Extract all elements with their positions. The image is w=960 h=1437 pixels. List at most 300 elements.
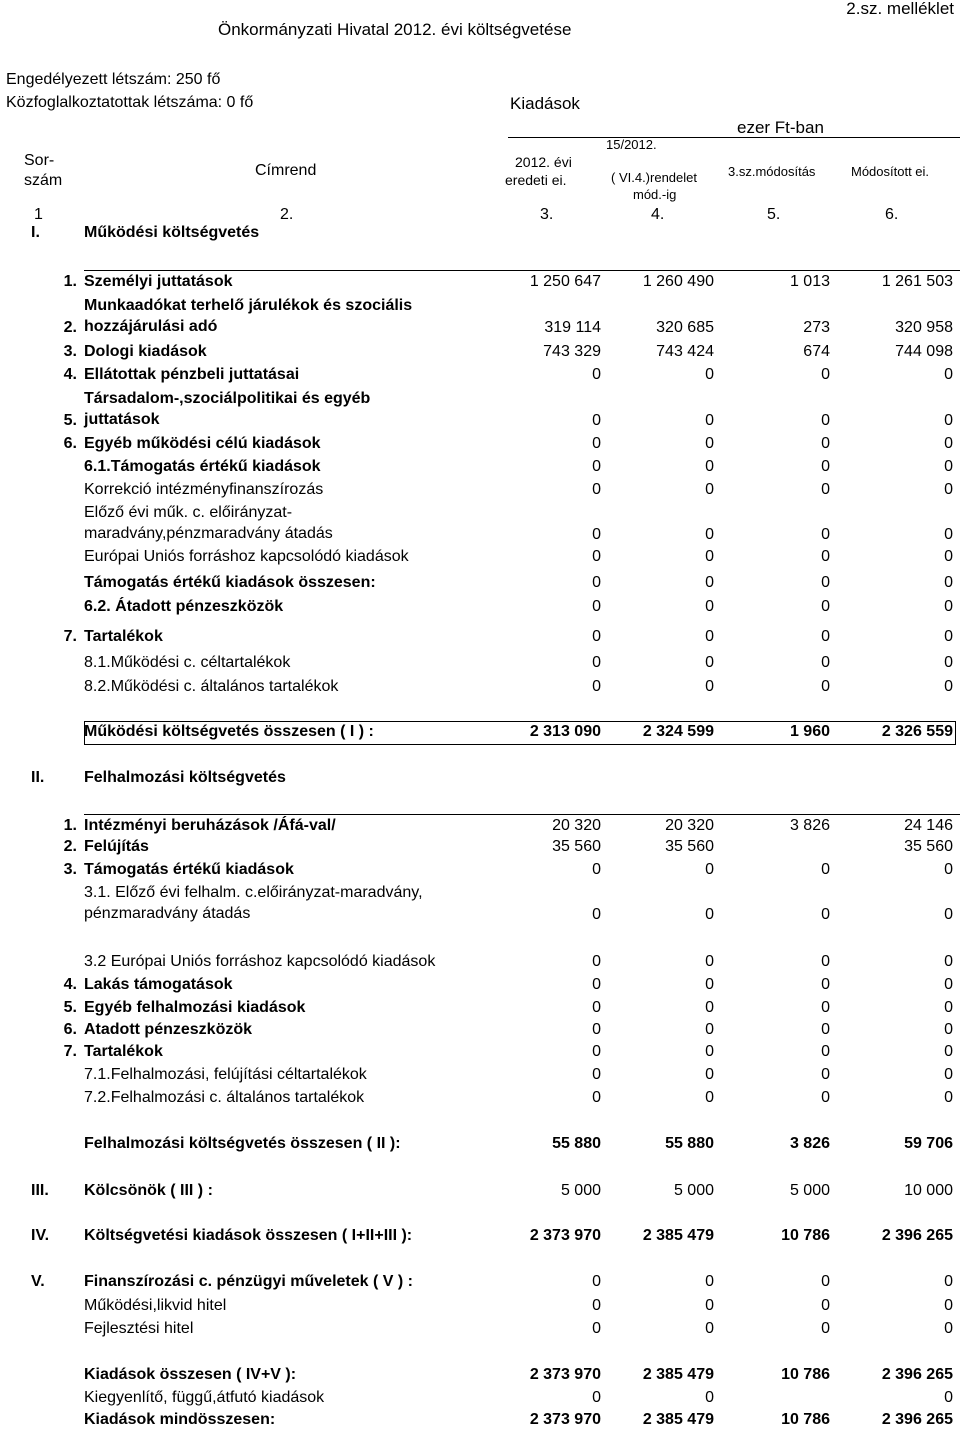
row-label (84, 1273, 514, 1291)
row-number: 7. (63, 628, 77, 645)
value-cell: 0 (592, 1297, 601, 1314)
row-label-line: 3.1. Előző évi felhalm. c.előirányzat-maradvány, (84, 884, 423, 901)
row-label-line: Működési költségvetés (84, 224, 260, 241)
value-cell: 0 (944, 1089, 953, 1106)
value-cell: 0 (705, 598, 714, 615)
value-cell: 320 958 (895, 319, 953, 336)
value-cell: 0 (821, 976, 830, 993)
value-cell: 0 (821, 861, 830, 878)
value-cell: 0 (944, 1043, 953, 1060)
value-cell: 0 (944, 1273, 953, 1290)
value-cell: 0 (592, 999, 601, 1016)
value-cell: 0 (821, 1021, 830, 1038)
row-divider (84, 270, 960, 271)
value-cell: 2 396 265 (881, 1366, 953, 1383)
col-num-4: 4. (651, 206, 665, 223)
value-cell: 5 000 (560, 1182, 601, 1199)
value-cell: 35 560 (665, 838, 714, 855)
value-cell: 0 (821, 1043, 830, 1060)
value-cell: 10 000 (904, 1182, 953, 1199)
table-row (0, 343, 960, 363)
row-number: II. (31, 769, 45, 786)
value-cell: 319 114 (544, 319, 601, 336)
value-cell: 0 (821, 999, 830, 1016)
value-cell: 320 685 (656, 319, 714, 336)
table-row (0, 678, 960, 698)
value-cell: 0 (592, 678, 601, 695)
row-label-line: Tartalékok (84, 1043, 163, 1060)
value-cell: 1 250 647 (529, 273, 601, 290)
col-decree-3: mód.-ig (633, 187, 677, 202)
staff-authorized: Engedélyezett létszám: 250 fő (6, 71, 221, 88)
row-label-line: 7.1.Felhalmozási, felújítási céltartalékok (84, 1066, 367, 1083)
row-divider (84, 814, 960, 815)
value-cell: 0 (705, 1021, 714, 1038)
page-title: Önkormányzati Hivatal 2012. évi költségvetése (218, 20, 572, 39)
value-cell: 0 (705, 953, 714, 970)
row-label (84, 678, 514, 696)
table-row (0, 1320, 960, 1340)
table-row (0, 1089, 960, 1109)
table-row (0, 390, 960, 432)
value-cell: 0 (592, 481, 601, 498)
value-cell: 0 (944, 548, 953, 565)
col-num-5: 5. (767, 206, 781, 223)
row-label-line: Atadott pénzeszközök (84, 1021, 253, 1038)
row-number: IV. (31, 1227, 50, 1244)
row-label (84, 504, 514, 544)
row-number: 6. (63, 1021, 77, 1038)
value-cell: 0 (705, 526, 714, 543)
value-cell: 24 146 (904, 817, 953, 834)
value-cell: 0 (592, 366, 601, 383)
row-number: 1. (63, 817, 77, 834)
row-number: 2. (63, 319, 77, 336)
col-decree-1: 15/2012. (606, 137, 657, 152)
row-number: I. (31, 224, 40, 241)
row-label (84, 481, 514, 499)
col-title: Címrend (255, 162, 317, 179)
row-number: 6. (63, 435, 77, 452)
row-label-line: 8.2.Működési c. általános tartalékok (84, 678, 339, 695)
value-cell: 0 (592, 1320, 601, 1337)
row-label-line: Működési költségvetés összesen ( I ) : (84, 723, 374, 740)
table-row (0, 504, 960, 546)
row-label (84, 1043, 514, 1061)
row-label (84, 390, 514, 430)
value-cell: 55 880 (665, 1135, 714, 1152)
col-original-1: 2012. évi (515, 154, 572, 170)
value-cell: 0 (592, 412, 601, 429)
col-modified: Módosított ei. (851, 164, 930, 179)
row-label-line: Kiegyenlítő, függű,átfutó kiadások (84, 1389, 325, 1406)
value-cell: 2 373 970 (529, 1411, 601, 1428)
value-cell: 1 013 (789, 273, 830, 290)
value-cell: 273 (803, 319, 830, 336)
value-cell: 0 (821, 548, 830, 565)
value-cell: 0 (592, 458, 601, 475)
row-label (84, 1135, 514, 1153)
row-label (84, 817, 514, 835)
row-label (84, 224, 514, 242)
col-original-2: eredeti ei. (505, 172, 567, 188)
table-row (0, 976, 960, 996)
row-label-line: Ellátottak pénzbeli juttatásai (84, 366, 300, 383)
value-cell: 2 324 599 (642, 723, 714, 740)
value-cell: 0 (821, 435, 830, 452)
row-label-line: Lakás támogatások (84, 976, 233, 993)
row-label-line: pénzmaradvány átadás (84, 905, 251, 923)
value-cell: 20 320 (665, 817, 714, 834)
value-cell: 1 260 490 (642, 273, 714, 290)
value-cell: 0 (944, 526, 953, 543)
value-cell: 0 (705, 574, 714, 591)
table-row (0, 1366, 960, 1386)
value-cell: 0 (944, 906, 953, 923)
value-cell: 0 (944, 1021, 953, 1038)
row-label (84, 654, 514, 672)
row-label-line: Költségvetési kiadások összesen ( I+II+III ): (84, 1227, 413, 1244)
table-row (0, 1273, 960, 1293)
table-row (0, 1135, 960, 1155)
table-row (0, 769, 960, 789)
value-cell: 0 (944, 574, 953, 591)
row-label-line: hozzájárulási adó (84, 318, 218, 336)
value-cell: 1 261 503 (881, 273, 953, 290)
value-cell: 0 (944, 861, 953, 878)
value-cell: 744 098 (895, 343, 953, 360)
value-cell: 2 373 970 (529, 1366, 601, 1383)
table-row (0, 548, 960, 568)
table-row (0, 1411, 960, 1431)
value-cell: 0 (592, 953, 601, 970)
table-row (0, 1297, 960, 1317)
section-title: Kiadások (510, 94, 580, 113)
value-cell: 0 (944, 976, 953, 993)
row-label (84, 628, 514, 646)
value-cell: 0 (705, 1297, 714, 1314)
row-label-line: juttatások (84, 411, 160, 429)
value-cell: 0 (592, 628, 601, 645)
row-number: 3. (63, 861, 77, 878)
row-label (84, 838, 514, 856)
row-label-line: Dologi kiadások (84, 343, 207, 360)
value-cell: 1 960 (789, 723, 830, 740)
value-cell: 0 (592, 1273, 601, 1290)
table-row (0, 817, 960, 837)
row-label-line: Fejlesztési hitel (84, 1320, 194, 1337)
value-cell: 0 (592, 1021, 601, 1038)
row-label (84, 458, 514, 476)
value-cell: 0 (944, 1320, 953, 1337)
value-cell: 674 (803, 343, 830, 360)
value-cell: 0 (705, 654, 714, 671)
value-cell: 2 396 265 (881, 1411, 953, 1428)
row-label-line: Európai Uniós forráshoz kapcsolódó kiadások (84, 548, 409, 565)
value-cell: 0 (821, 412, 830, 429)
value-cell: 0 (592, 976, 601, 993)
value-cell: 0 (944, 435, 953, 452)
value-cell: 35 560 (904, 838, 953, 855)
row-label (84, 1066, 514, 1084)
row-label (84, 1320, 514, 1338)
value-cell: 0 (821, 953, 830, 970)
unit-label: ezer Ft-ban (737, 118, 824, 137)
row-label-line: Munkaadókat terhelő járulékok és szociális (84, 297, 413, 314)
value-cell: 35 560 (552, 838, 601, 855)
table-row (0, 458, 960, 478)
value-cell: 0 (705, 1389, 714, 1406)
table-row (0, 723, 960, 743)
row-label (84, 1182, 514, 1200)
row-number: 4. (63, 976, 77, 993)
row-label (84, 861, 514, 879)
value-cell: 0 (592, 1089, 601, 1106)
value-cell: 0 (705, 861, 714, 878)
value-cell: 2 385 479 (642, 1411, 714, 1428)
table-row (0, 224, 960, 244)
table-row (0, 1043, 960, 1063)
value-cell: 0 (705, 366, 714, 383)
value-cell: 0 (944, 999, 953, 1016)
value-cell: 0 (592, 1043, 601, 1060)
table-row (0, 598, 960, 618)
row-label-line: Előző évi műk. c. előirányzat- (84, 504, 293, 521)
row-number: 7. (63, 1043, 77, 1060)
value-cell: 0 (821, 481, 830, 498)
table-row (0, 366, 960, 386)
value-cell: 2 373 970 (529, 1227, 601, 1244)
row-label-line: 6.2. Átadott pénzeszközök (84, 598, 284, 615)
value-cell: 0 (705, 999, 714, 1016)
value-cell: 2 385 479 (642, 1227, 714, 1244)
row-number: III. (31, 1182, 49, 1199)
value-cell: 0 (821, 906, 830, 923)
value-cell: 0 (821, 366, 830, 383)
value-cell: 0 (821, 678, 830, 695)
value-cell: 0 (821, 654, 830, 671)
row-label (84, 1366, 514, 1384)
row-label (84, 884, 514, 924)
value-cell: 0 (944, 412, 953, 429)
value-cell: 0 (705, 1320, 714, 1337)
value-cell: 0 (821, 1273, 830, 1290)
row-label-line: 8.1.Működési c. céltartalékok (84, 654, 291, 671)
table-row (0, 1021, 960, 1041)
row-label (84, 273, 514, 291)
value-cell: 0 (821, 598, 830, 615)
row-label-line: Korrekció intézményfinanszírozás (84, 481, 324, 498)
value-cell: 5 000 (673, 1182, 714, 1199)
value-cell: 0 (705, 1273, 714, 1290)
value-cell: 0 (592, 574, 601, 591)
value-cell: 2 313 090 (529, 723, 601, 740)
row-label-line: Finanszírozási c. pénzügyi műveletek ( V ) : (84, 1273, 413, 1290)
table-row (0, 297, 960, 339)
col-num-1: 1 (34, 206, 43, 223)
row-label (84, 999, 514, 1017)
value-cell: 0 (705, 458, 714, 475)
row-label (84, 598, 514, 616)
staff-public-work: Közfoglalkoztatottak létszáma: 0 fő (6, 94, 254, 111)
row-number: V. (31, 1273, 45, 1290)
row-label-line: Társadalom-,szociálpolitikai és egyéb (84, 390, 371, 407)
row-label-line: Felhalmozási költségvetés (84, 769, 286, 786)
value-cell: 0 (705, 548, 714, 565)
table-row (0, 628, 960, 648)
value-cell: 0 (592, 548, 601, 565)
table-row (0, 1066, 960, 1086)
value-cell: 0 (705, 481, 714, 498)
table-row (0, 884, 960, 926)
row-number: 2. (63, 838, 77, 855)
col-num-6: 6. (885, 206, 899, 223)
row-label (84, 366, 514, 384)
row-label-line: Támogatás értékű kiadások (84, 861, 294, 878)
table-row (0, 953, 960, 973)
annex-label: 2.sz. melléklet (846, 0, 954, 18)
col-num-2: 2. (280, 206, 294, 223)
row-label (84, 343, 514, 361)
value-cell: 0 (821, 526, 830, 543)
value-cell: 0 (821, 1297, 830, 1314)
value-cell: 2 396 265 (881, 1227, 953, 1244)
col-num-3: 3. (540, 206, 554, 223)
value-cell: 0 (705, 412, 714, 429)
row-label (84, 574, 514, 592)
col-serial-2: szám (24, 172, 63, 189)
table-row (0, 1227, 960, 1247)
value-cell: 0 (944, 481, 953, 498)
row-label-line: Működési,likvid hitel (84, 1297, 227, 1314)
col-decree-2: ( VI.4.)rendelet (611, 170, 697, 185)
row-label (84, 1089, 514, 1107)
value-cell: 0 (944, 1389, 953, 1406)
row-label-line: Kiadások összesen ( IV+V ): (84, 1366, 297, 1383)
table-row (0, 435, 960, 455)
value-cell: 0 (821, 1066, 830, 1083)
value-cell: 2 385 479 (642, 1366, 714, 1383)
value-cell: 59 706 (904, 1135, 953, 1152)
table-row (0, 654, 960, 674)
row-label-line: Támogatás értékű kiadások összesen: (84, 574, 376, 591)
row-number: 5. (63, 999, 77, 1016)
row-label-line: Felújítás (84, 838, 149, 855)
row-label (84, 297, 514, 337)
value-cell: 0 (821, 1089, 830, 1106)
table-row (0, 481, 960, 501)
value-cell: 0 (944, 654, 953, 671)
table-row (0, 273, 960, 293)
value-cell: 0 (821, 628, 830, 645)
row-label-line: 7.2.Felhalmozási c. általános tartalékok (84, 1089, 365, 1106)
value-cell: 0 (944, 458, 953, 475)
value-cell: 10 786 (781, 1366, 830, 1383)
value-cell: 0 (592, 1066, 601, 1083)
value-cell: 0 (705, 435, 714, 452)
row-label (84, 435, 514, 453)
col-mod3: 3.sz.módosítás (728, 164, 816, 179)
value-cell: 743 329 (543, 343, 601, 360)
value-cell: 3 826 (789, 817, 830, 834)
row-label (84, 1297, 514, 1315)
value-cell: 0 (821, 574, 830, 591)
value-cell: 0 (705, 628, 714, 645)
table-row (0, 574, 960, 594)
row-label-line: 3.2 Európai Uniós forráshoz kapcsolódó kiadások (84, 953, 436, 970)
row-number: 5. (63, 412, 77, 429)
value-cell: 3 826 (789, 1135, 830, 1152)
value-cell: 0 (592, 435, 601, 452)
value-cell: 0 (944, 598, 953, 615)
row-label (84, 1389, 514, 1407)
row-label (84, 548, 514, 566)
value-cell: 0 (592, 654, 601, 671)
row-label-line: Felhalmozási költségvetés összesen ( II ): (84, 1135, 401, 1152)
row-label (84, 769, 514, 787)
row-label-line: Tartalékok (84, 628, 163, 645)
value-cell: 0 (592, 1389, 601, 1406)
row-label-line: Kiadások mindösszesen: (84, 1411, 276, 1428)
value-cell: 10 786 (781, 1411, 830, 1428)
row-label-line: Intézményi beruházások /Áfá-val/ (84, 817, 336, 834)
value-cell: 0 (592, 861, 601, 878)
value-cell: 0 (705, 906, 714, 923)
value-cell: 0 (821, 1320, 830, 1337)
row-label (84, 1227, 514, 1245)
row-label (84, 953, 514, 971)
table-row (0, 1182, 960, 1202)
table-row (0, 999, 960, 1019)
value-cell: 0 (592, 906, 601, 923)
table-row (0, 1389, 960, 1409)
row-label-line: Egyéb működési célú kiadások (84, 435, 321, 452)
row-label-line: maradvány,pénzmaradvány átadás (84, 525, 333, 543)
value-cell: 0 (705, 678, 714, 695)
value-cell: 0 (705, 1089, 714, 1106)
col-serial-1: Sor- (24, 152, 55, 169)
row-label (84, 976, 514, 994)
row-label-line: Személyi juttatások (84, 273, 233, 290)
value-cell: 0 (944, 366, 953, 383)
value-cell: 2 326 559 (881, 723, 953, 740)
value-cell: 0 (944, 628, 953, 645)
value-cell: 0 (705, 1043, 714, 1060)
row-label (84, 1411, 514, 1429)
value-cell: 0 (944, 678, 953, 695)
table-row (0, 838, 960, 858)
row-label-line: Egyéb felhalmozási kiadások (84, 999, 306, 1016)
row-label (84, 1021, 514, 1039)
value-cell: 0 (821, 458, 830, 475)
row-label-line: Kölcsönök ( III ) : (84, 1182, 213, 1199)
row-label-line: 6.1.Támogatás értékű kiadások (84, 458, 321, 475)
row-number: 4. (63, 366, 77, 383)
value-cell: 0 (592, 526, 601, 543)
value-cell: 0 (944, 1297, 953, 1314)
value-cell: 0 (705, 976, 714, 993)
value-cell: 10 786 (781, 1227, 830, 1244)
value-cell: 0 (592, 598, 601, 615)
value-cell: 55 880 (552, 1135, 601, 1152)
value-cell: 0 (944, 953, 953, 970)
value-cell: 5 000 (789, 1182, 830, 1199)
value-cell: 743 424 (656, 343, 714, 360)
value-cell: 20 320 (552, 817, 601, 834)
table-row (0, 861, 960, 881)
row-label (84, 723, 514, 741)
row-number: 3. (63, 343, 77, 360)
